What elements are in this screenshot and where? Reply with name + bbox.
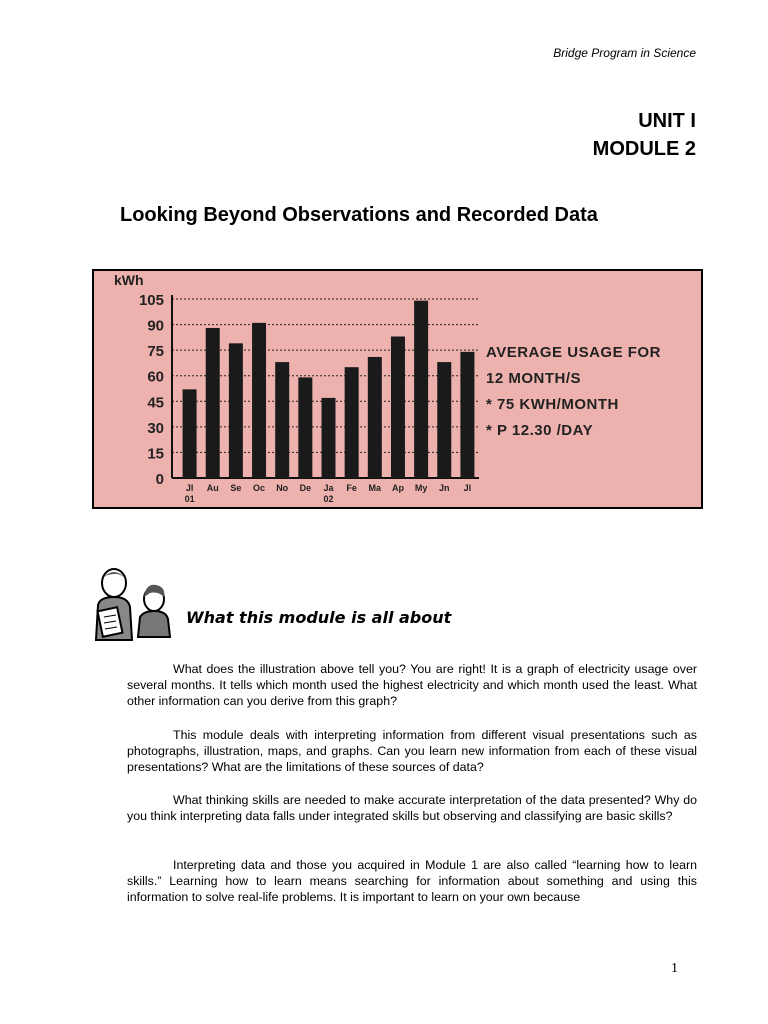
unit-heading [593,107,696,163]
bar [252,323,266,478]
y-tick-label: 90 [147,317,164,335]
x-tick-label: Jl [185,483,194,493]
paragraph-text: This module deals with interpreting information from different visual presentations such as photographs, illustration, maps, and graphs. Can you learn new information from each of these visual presentations? What are the limitations of these sources of data? [127,728,697,775]
x-tick-label: Ap [391,483,404,493]
x-tick-label: My [414,483,428,493]
x-tick-label: Jn [439,483,450,493]
page-title: Looking Beyond Observations and Recorded Data [120,204,598,226]
module-label: MODULE 2 [592,138,696,160]
bar [183,389,197,478]
bar [368,357,382,478]
chart-annotation: AVERAGE USAGE FOR [486,344,661,361]
y-tick-label: 60 [147,368,164,386]
chart-annotation: 12 MONTH/S [486,370,582,387]
bar [206,328,220,478]
x-tick-label: No [276,483,289,493]
x-tick-label: Ma [368,483,382,493]
x-tick-label: De [299,483,312,493]
bar [322,398,336,478]
bar [298,377,312,478]
y-tick-label: 30 [147,419,164,437]
x-tick-label: 01 [184,494,195,504]
paragraph-text: What thinking skills are needed to make accurate interpretation of the data presented? Why do you think interpreting data falls under integrated skills but observing and classifying are basic skills? [127,793,697,824]
paragraph-text: What does the illustration above tell you? You are right! It is a graph of electricity usage over several months. It tells which month used the highest electricity and which month used the least. What other information can you derive from this graph? [127,662,697,709]
x-tick-label: Ja [323,483,334,493]
unit-label: UNIT I [638,110,696,132]
x-tick-label: Au [206,483,219,493]
x-tick-label: Se [230,483,242,493]
chart-annotation: * 75 KWH/MONTH [486,396,619,413]
paragraph-3 [127,792,697,824]
section-heading: What this module is all about [186,608,452,627]
bar [414,301,428,478]
electricity-usage-chart [92,269,703,509]
paragraph-1 [127,661,697,710]
y-tick-label: 0 [155,471,164,488]
chart-svg [94,271,701,507]
y-axis-label: kWh [114,272,144,288]
bar [391,337,405,478]
paragraph-2 [127,727,697,776]
bar [275,362,289,478]
paragraph-4 [127,857,697,906]
bar [229,343,243,478]
y-tick-label: 45 [147,394,164,412]
y-tick-label: 75 [147,343,164,361]
bar [460,352,474,478]
bar [345,367,359,478]
x-tick-label: Jl [463,483,472,493]
paragraph-text: Interpreting data and those you acquired in Module 1 are also called “learning how to learn skills.” Learning how to learn means searching for information about something and using this information to solve real-life problems. It is important to learn on your own because [127,858,697,905]
running-header: Bridge Program in Science [553,46,696,60]
bar [437,362,451,478]
y-tick-label: 105 [138,292,164,309]
x-tick-label: Oc [253,483,266,493]
x-tick-label: 02 [323,494,334,504]
chart-annotation: * P 12.30 /DAY [486,422,594,439]
page-number: 1 [671,961,678,976]
two-students-icon [90,565,180,650]
x-tick-label: Fe [346,483,357,493]
y-tick-label: 15 [147,445,164,463]
